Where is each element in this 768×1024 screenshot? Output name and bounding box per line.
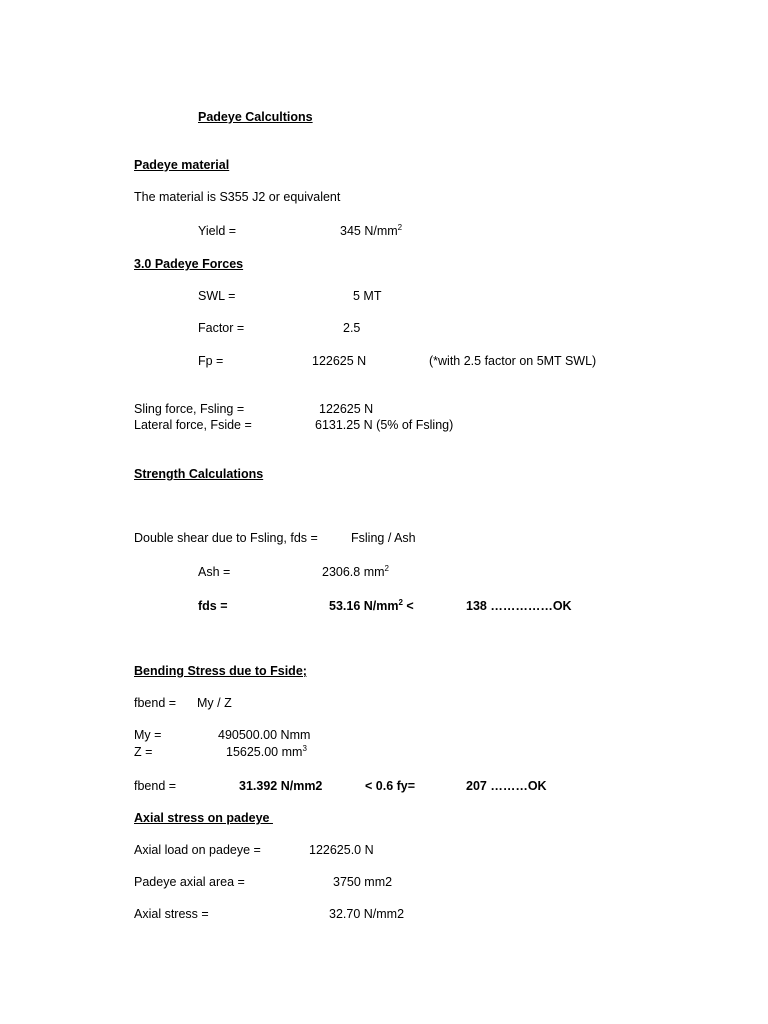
double-shear-formula: Fsling / Ash — [351, 531, 416, 545]
fds-value: 53.16 $N/mm^2$ < — [329, 598, 414, 613]
fp-value: 122625 N — [312, 354, 367, 368]
material-heading: Padeye material — [134, 158, 230, 172]
material-description: The material is S355 J2 or equivalent — [134, 190, 341, 204]
fbend-allowable: 207 ………OK — [466, 779, 547, 793]
axial-heading: Axial stress on padeye — [134, 811, 273, 825]
yield-value: 345 $N/mm^2$ — [340, 223, 403, 238]
factor-value: 2.5 — [343, 321, 361, 335]
axial-area-value: 3750 mm2 — [333, 875, 393, 889]
fsling-label: Sling force, Fsling = — [134, 402, 245, 416]
swl-label: SWL = — [198, 289, 236, 303]
swl-value: 5 MT — [353, 289, 382, 303]
axial-stress-label: Axial stress = — [134, 907, 209, 921]
my-label: My = — [134, 728, 162, 742]
fp-label: Fp = — [198, 354, 224, 368]
page-title: Padeye Calcultions — [198, 110, 313, 124]
z-value: 15625.00 $mm^3$ — [226, 744, 307, 759]
fside-value: 6131.25 N (5% of Fsling) — [315, 418, 454, 432]
fbend-comparison: < 0.6 fy= — [365, 779, 416, 793]
double-shear-label: Double shear due to Fsling, fds = — [134, 531, 318, 545]
factor-label: Factor = — [198, 321, 245, 335]
fp-note: (*with 2.5 factor on 5MT SWL) — [429, 354, 597, 368]
ash-label: Ash = — [198, 565, 231, 579]
fds-allowable: 138 ……………OK — [466, 599, 572, 613]
z-label: Z = — [134, 745, 153, 759]
axial-area-label: Padeye axial area = — [134, 875, 245, 889]
fbend-result-label: fbend = — [134, 779, 177, 793]
bending-heading: Bending Stress due to Fside; — [134, 664, 307, 678]
fbend-label: fbend = — [134, 696, 177, 710]
axial-load-label: Axial load on padeye = — [134, 843, 261, 857]
strength-heading: Strength Calculations — [134, 467, 264, 481]
yield-label: Yield = — [198, 224, 237, 238]
forces-heading: 3.0 Padeye Forces — [134, 257, 244, 271]
fsling-value: 122625 N — [319, 402, 374, 416]
fds-label: fds = — [198, 599, 228, 613]
fside-label: Lateral force, Fside = — [134, 418, 252, 432]
axial-load-value: 122625.0 N — [309, 843, 374, 857]
fbend-result-value: 31.392 N/mm2 — [239, 779, 323, 793]
ash-value: 2306.8 $mm^2$ — [322, 564, 389, 579]
fbend-formula: My / Z — [197, 696, 232, 710]
axial-stress-value: 32.70 N/mm2 — [329, 907, 405, 921]
my-value: 490500.00 Nmm — [218, 728, 311, 742]
